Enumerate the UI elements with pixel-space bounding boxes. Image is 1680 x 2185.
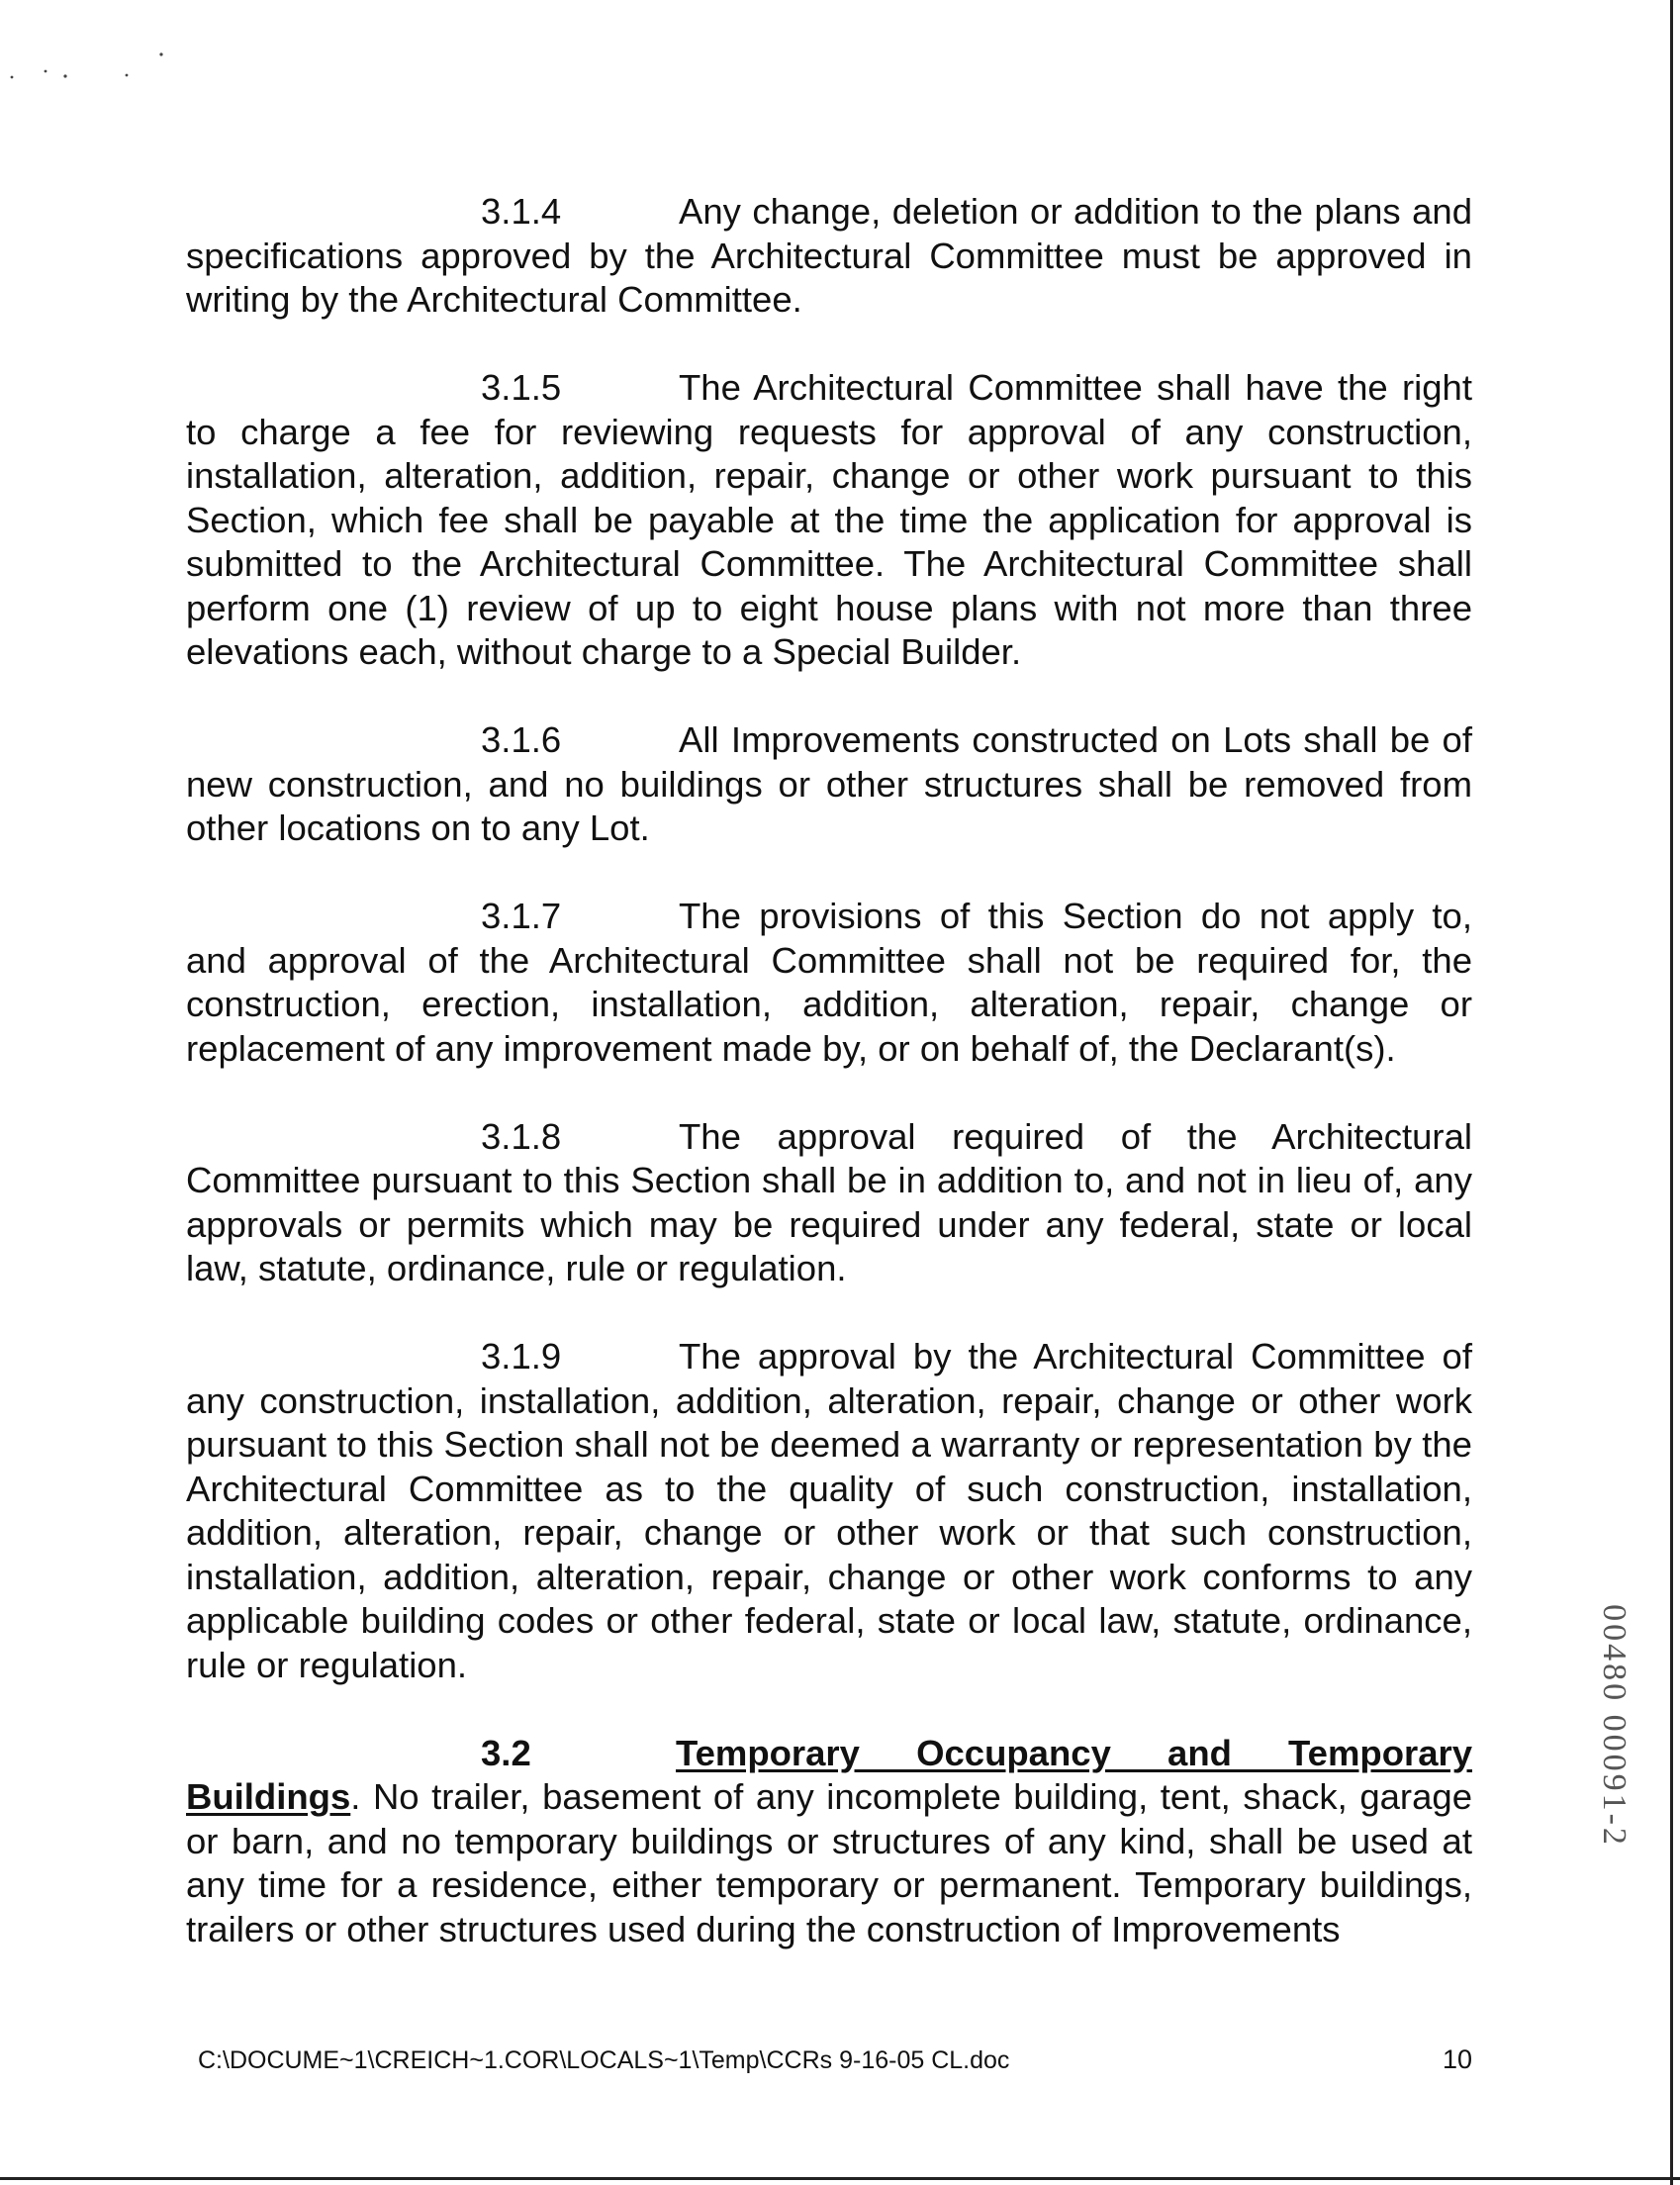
- paragraph-number: 3.1.9: [481, 1336, 562, 1377]
- speck: [159, 52, 162, 55]
- paragraph-text: The approval required of the Architectural Committee pursuant to this Section shall be in addition to, and not in lieu of, any approvals or permits which may be required under any federal, state or local law, statute, ordinance, rule or regulation.: [186, 1115, 1472, 1288]
- scan-specks: [0, 0, 198, 99]
- margin-stamp: [1589, 1591, 1638, 1860]
- section-number: 3.2: [481, 1732, 531, 1773]
- paragraph-number: 3.1.6: [481, 719, 562, 760]
- page-number: 10: [1443, 2044, 1473, 2074]
- section-3-2: [186, 1732, 1472, 1952]
- section-title: Temporary Occupancy and Temporary Buildings: [186, 1732, 1472, 1817]
- paragraph-number: 3.1.8: [481, 1115, 562, 1157]
- speck: [63, 74, 66, 77]
- speck: [11, 76, 14, 79]
- scan-edge-bottom: [0, 2177, 1680, 2180]
- margin-stamp-text: 00480 00091-2: [1596, 1604, 1633, 1848]
- paragraph-3-1-8: [186, 1115, 1472, 1291]
- section-title-period: .: [350, 1776, 361, 1817]
- paragraph-text: All Improvements constructed on Lots shall be of new construction, and no buildings or other structures shall be removed from other locations on to any Lot.: [186, 719, 1472, 848]
- paragraph-number: 3.1.4: [481, 191, 562, 232]
- paragraph-3-1-5: [186, 366, 1472, 675]
- scan-edge-right: [1670, 0, 1673, 2185]
- paragraph-text: Any change, deletion or addition to the plans and specifications approved by the Architectural Committee must be approved in writing by the Architectural Committee.: [186, 191, 1472, 320]
- paragraph-text: The Architectural Committee shall have the right to charge a fee for reviewing requests for approval of any construction, installation, alteration, addition, repair, change or other work pursuant to this Section, which fee shall be payable at the time the application for approval is submitted to the Architectural Committee. The Architectural Committee shall perform one (1) review of up to eight house plans with not more than three elevations each, without charge to a Special Builder.: [186, 367, 1472, 672]
- section-text: No trailer, basement of any incomplete building, tent, shack, garage or barn, and no temporary buildings or structures of any kind, shall be used at any time for a residence, either temporary or permanent. Temporary buildings, trailers or other structures used during the construction of Improvements: [186, 1776, 1472, 1949]
- document-body: [186, 190, 1472, 1996]
- paragraph-3-1-6: [186, 718, 1472, 851]
- paragraph-text: The provisions of this Section do not apply to, and approval of the Architectural Committee shall not be required for, the construction, erection, installation, addition, alteration, repair, change or replacement of any improvement made by, or on behalf of, the Declarant(s).: [186, 896, 1472, 1069]
- paragraph-number: 3.1.5: [481, 367, 562, 408]
- footer-file-path: C:\DOCUME~1\CREICH~1.COR\LOCALS~1\Temp\CCRs 9-16-05 CL.doc: [198, 2046, 1010, 2074]
- speck: [126, 74, 129, 77]
- speck: [45, 70, 47, 73]
- paragraph-3-1-9: [186, 1335, 1472, 1687]
- paragraph-3-1-4: [186, 190, 1472, 323]
- paragraph-3-1-7: [186, 895, 1472, 1071]
- paragraph-text: The approval by the Architectural Committee of any construction, installation, addition, alteration, repair, change or other work pursuant to this Section shall not be deemed a warranty or representation by the Architectural Committee as to the quality of such construction, installation, addition, alteration, repair, change or other work or that such construction, installation, addition, alteration, repair, change or other work conforms to any applicable building codes or other federal, state or local law, statute, ordinance, rule or regulation.: [186, 1336, 1472, 1685]
- paragraph-number: 3.1.7: [481, 896, 562, 936]
